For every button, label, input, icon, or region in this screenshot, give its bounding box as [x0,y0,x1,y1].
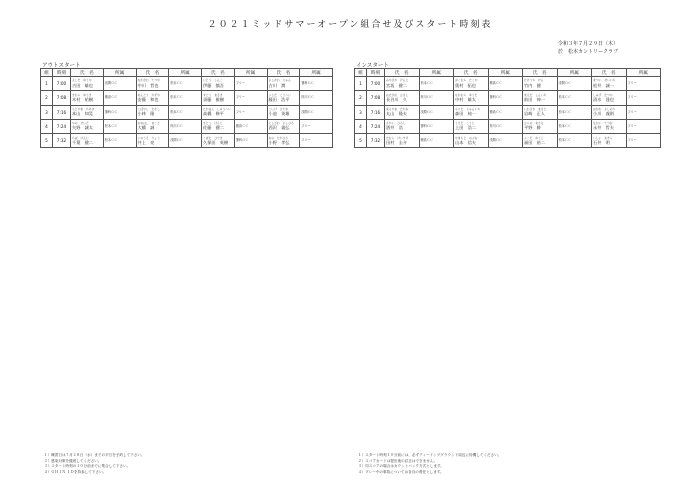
club-cell [103,105,136,119]
notes-out [44,453,145,475]
player-name: 吉田 雄也 [72,82,93,88]
club-cell [234,77,267,91]
player-cell [71,77,104,91]
player-club: フリー [627,81,637,86]
column-header: 時刻 [53,69,71,77]
start-time: 7:32 [367,134,385,148]
club-cell [300,91,333,105]
table-row [41,77,333,91]
player-kana: こばやし たかし [137,106,160,111]
column-header: 所属 [103,69,136,77]
club-cell [169,91,202,105]
player-kana: ふくだ ゆうじ [524,135,544,140]
player-cell [71,134,104,148]
player-name: 小池 英雄 [268,111,290,117]
player-cell [454,134,489,148]
note-line: ３）スタート時刻の１０分前までに集合して下さい。 [44,464,131,469]
player-cell [267,105,300,119]
player-name: 竹内 健 [524,82,541,88]
start-time: 7:00 [367,77,385,91]
column-header: 氏 名 [385,69,420,77]
player-kana: おの たかひろ [268,135,289,140]
player-cell [136,134,169,148]
club-cell [557,91,592,105]
note-line: １）スタート時刻１０分前には、必ずティーインググラウンド周辺に待機してください。 [358,453,502,457]
player-club: フリー [627,138,637,143]
in-start-label: インスタート [356,63,389,69]
in-start-table [354,68,661,148]
player-kana: いのうえ りょう [137,135,160,140]
player-club: 浅間ＧＣ [170,138,183,143]
table-row [355,134,661,148]
column-header: 氏 名 [454,69,489,77]
start-time: 7:16 [53,105,71,119]
column-header: 氏 名 [202,69,235,77]
player-club: 穂高ＣＣ [235,124,249,129]
club-cell [300,119,333,133]
player-cell [267,119,300,133]
page-title: ２０２１ミッドサマーオープン組合せ及びスタート時刻表 [207,20,493,30]
player-kana: みやさか けんじ [386,78,409,83]
player-cell [267,134,300,148]
player-name: 千葉 健二 [72,139,93,145]
column-header: 所属 [300,69,333,77]
player-club: 浅間ＧＣ [104,81,118,86]
column-header: 氏 名 [71,69,104,77]
player-kana: いしい あきら [593,135,613,140]
player-cell [136,77,169,91]
player-name: 小川 義則 [593,111,614,117]
group-number: 5 [355,134,367,148]
table-row [355,77,661,91]
column-header: 氏 名 [592,69,627,77]
player-club: 蓼科ＧＣ [104,109,118,114]
start-time: 7:24 [53,119,71,133]
player-club: 松本ＣＣ [558,124,572,129]
player-kana: ひらの まさる [524,121,544,126]
start-time: 7:32 [53,134,71,148]
player-name: 森田 純一 [455,111,476,117]
player-cell [385,119,420,133]
player-name: 吉川 潤 [268,82,286,88]
player-club: 浅間ＧＣ [301,109,314,114]
player-name: 清水 達也 [593,96,614,102]
player-name: 小林 隆 [137,111,155,117]
club-cell [488,134,523,148]
player-cell [592,77,627,91]
player-cell [202,119,235,133]
player-cell [71,119,104,133]
player-cell [385,91,420,105]
player-club: 松本ＣＣ [170,109,183,114]
player-cell [136,91,169,105]
player-cell [202,134,235,148]
note-line: ４）ＧＨＩＮ ＩＤを持参して下さい。 [44,469,107,474]
player-club: 梓川ＧＣ [170,124,183,129]
club-cell [300,77,333,91]
player-name: 矢野 誠太 [72,125,93,131]
club-cell [419,134,454,148]
club-cell [103,77,136,91]
club-cell [419,105,454,119]
player-name: 酒井 浩 [386,125,403,131]
player-club: 蓼科ＧＣ [235,138,249,143]
table-row [355,119,661,133]
player-club: 松本ＣＣ [104,138,118,143]
player-cell [592,91,627,105]
player-name: 田村 圭介 [386,139,407,145]
player-club: 蓼科ＧＣ [420,124,434,129]
player-kana: しみず たつや [593,92,613,97]
player-name: 永井 哲夫 [593,125,614,131]
group-number: 1 [41,77,53,91]
player-kana: ふじた こうへい [268,92,291,97]
player-kana: まえだ しんいち [524,92,547,97]
player-kana: ちば けんじ [72,135,89,140]
column-header: 所属 [488,69,523,77]
column-header: 氏 名 [523,69,558,77]
player-cell [71,105,104,119]
player-name: 安藤 和也 [137,96,159,102]
player-name: 大橋 誠 [137,125,155,131]
player-cell [454,119,489,133]
player-club: フリー [235,81,246,86]
player-club: 穂高ＣＣ [420,138,434,143]
note-line: １）練習日は７月２８日（水）までの平日を予約して下さい。 [44,453,145,457]
player-name: 中川 哲也 [137,82,159,88]
player-club: 穂高ＣＣ [489,81,503,86]
player-kana: はせがわ ひさし [386,92,409,97]
player-cell [523,91,558,105]
club-cell [488,105,523,119]
player-name: 石井 明 [593,139,610,145]
player-kana: たかはし しゅうへい [203,106,231,111]
player-cell [592,105,627,119]
club-cell [488,77,523,91]
column-header: 時刻 [367,69,385,77]
player-name: 上田 浩二 [455,125,476,131]
player-club: 穂高ＣＣ [489,109,503,114]
player-kana: あんどう かずや [137,92,160,97]
player-kana: やまもと のぶお [455,135,478,140]
player-kana: まつい せいいち [593,78,616,83]
notes-in [358,453,501,475]
player-club: フリー [627,109,637,114]
note-line: ２）感染対策を徹底してください。 [44,458,102,463]
player-kana: おくむら たくや [455,78,478,83]
club-cell [626,77,661,91]
club-cell [488,119,523,133]
player-club: 松本ＣＣ [420,81,434,86]
start-time: 7:16 [367,105,385,119]
group-number: 3 [41,105,53,119]
player-cell [592,134,627,148]
player-name: 前田 伸一 [524,96,545,102]
player-club: 浅間ＧＣ [489,138,503,143]
player-club: 穂高ＣＣ [104,95,118,100]
player-kana: なかがわ てつや [137,78,160,83]
table-header [355,69,661,77]
start-time: 7:08 [53,91,71,105]
club-cell [488,91,523,105]
player-cell [136,105,169,119]
player-club: フリー [235,95,246,100]
player-cell [523,105,558,119]
player-cell [454,77,489,91]
player-name: 宮坂 健二 [386,82,407,88]
player-name: 丸山 隆夫 [386,111,407,117]
player-club: 浅間ＧＣ [558,81,572,86]
group-number: 4 [355,119,367,133]
player-club: 梓川ＧＣ [420,95,434,100]
player-club: フリー [301,124,311,129]
start-time: 7:00 [53,77,71,91]
player-kana: ながい てつお [593,121,613,126]
club-cell [557,105,592,119]
player-name: 本山 知晃 [72,111,93,117]
player-cell [71,91,104,105]
club-cell [419,91,454,105]
column-header: 所属 [626,69,661,77]
club-cell [103,119,136,133]
event-venue: 於 松本カントリークラブ [558,49,619,55]
player-cell [202,77,235,91]
player-club: 蓼科ＧＣ [489,95,503,100]
player-name: 平野 勝 [524,125,541,131]
table-row [355,105,661,119]
group-number: 2 [355,91,367,105]
player-name: 松井 誠一 [593,82,614,88]
table-row [355,91,661,105]
player-kana: うえだ こうじ [455,121,475,126]
club-cell [169,77,202,91]
player-name: 井上 亮 [137,139,155,145]
start-time: 7:24 [367,119,385,133]
player-cell [454,105,489,119]
player-kana: よしかわ じゅん [268,78,291,83]
player-club: 松本ＣＣ [170,81,183,86]
table-row [41,119,333,133]
club-cell [103,91,136,105]
player-club: フリー [235,109,246,114]
event-date: 令和３年７月２９日（木） [558,41,619,47]
column-header: 所属 [557,69,592,77]
player-kana: いわさき まさと [524,106,547,111]
start-time: 7:08 [367,91,385,105]
player-cell [202,105,235,119]
club-cell [234,105,267,119]
player-cell [385,105,420,119]
club-cell [234,134,267,148]
player-name: 高橋 修平 [203,111,224,117]
player-name: 久保田 英樹 [203,139,229,145]
club-cell [169,119,202,133]
player-kana: いとう しんご [203,78,223,83]
player-name: 藤田 浩平 [268,96,290,102]
player-name: 山本 信夫 [455,139,476,145]
player-name: 小野 孝弘 [268,139,290,145]
player-cell [523,134,558,148]
player-kana: さかい ひろし [386,121,406,126]
player-club: 蓼科ＧＣ [301,81,314,86]
player-club: 松本ＣＣ [104,124,118,129]
player-cell [136,119,169,133]
player-kana: やの せいた [72,121,89,126]
club-cell [234,119,267,133]
player-kana: もとやま ちあき [72,106,95,111]
column-header: 組 [41,69,53,77]
club-cell [626,105,661,119]
club-cell [557,134,592,148]
club-cell [419,77,454,91]
table-row [41,134,333,148]
club-cell [626,134,661,148]
player-name: 須藤 雅樹 [203,96,224,102]
note-line: ４）プレー中の事故については各自の責任とします。 [358,469,444,474]
column-header: 所属 [234,69,267,77]
player-cell [592,119,627,133]
player-kana: おおはし まこと [137,121,160,126]
player-name: 中村 雄太 [455,96,476,102]
club-cell [300,134,333,148]
player-club: 松本ＣＣ [558,138,572,143]
player-kana: くぼた ひでき [203,135,223,140]
player-kana: すどう まさき [203,92,223,97]
group-number: 3 [355,105,367,119]
out-start-label: アウトスタート [42,63,81,69]
group-number: 1 [355,77,367,91]
club-cell [626,119,661,133]
note-line: ２）スコアカードは提出後の訂正はできません。 [358,458,438,463]
player-name: 木村 祐樹 [72,96,93,102]
player-cell [385,134,420,148]
player-name: 佐藤 健二 [203,125,224,131]
player-club: 梓川ＧＣ [489,124,503,129]
table-row [41,91,333,105]
club-cell [169,134,202,148]
club-cell [169,105,202,119]
table-header [41,69,333,77]
out-start-table [40,68,333,148]
column-header: 所属 [169,69,202,77]
club-cell [626,91,661,105]
column-header: 氏 名 [136,69,169,77]
player-cell [267,77,300,91]
player-club: 松本ＣＣ [558,95,572,100]
group-number: 5 [41,134,53,148]
group-number: 4 [41,119,53,133]
player-club: 浅間ＧＣ [420,109,434,114]
player-kana: もりた じゅんいち [455,106,481,111]
player-kana: こいけ ひでお [268,106,289,111]
player-name: 福田 裕二 [524,139,545,145]
player-club: 梓川ＧＣ [301,95,314,100]
player-name: 伊藤 慎吾 [203,82,224,88]
column-header: 氏 名 [267,69,300,77]
note-line: ３）同スコアの場合はカウントバック方式とします。 [358,464,444,469]
player-name: 長谷川 久 [386,96,407,102]
player-kana: なかむら ゆうた [455,92,478,97]
player-kana: よしだ ゆうや [72,78,92,83]
player-kana: にしざわ よしひろ [268,121,294,126]
player-club: フリー [627,95,637,100]
club-cell [557,119,592,133]
group-number: 2 [41,91,53,105]
player-name: 岩崎 正人 [524,111,545,117]
club-cell [557,77,592,91]
player-cell [267,91,300,105]
club-cell [419,119,454,133]
player-kana: まるやま たかお [386,106,409,111]
club-cell [300,105,333,119]
player-cell [523,77,558,91]
player-name: 奥村 拓也 [455,82,476,88]
table-row [41,105,333,119]
player-cell [385,77,420,91]
player-club: フリー [627,124,637,129]
player-kana: たむら けいすけ [386,135,409,140]
player-club: 松本ＣＣ [170,95,183,100]
column-header: 所属 [419,69,454,77]
club-cell [234,91,267,105]
player-name: 西沢 義弘 [268,125,290,131]
player-kana: たけうち けん [524,78,544,83]
player-kana: きむら ゆうき [72,92,92,97]
player-club: 松本ＣＣ [558,109,572,114]
club-cell [103,134,136,148]
column-header: 組 [355,69,367,77]
player-cell [523,119,558,133]
player-cell [454,91,489,105]
player-kana: さとう けんじ [203,121,223,126]
player-club: フリー [301,138,311,143]
player-cell [202,91,235,105]
player-kana: おがわ よしのり [593,106,616,111]
